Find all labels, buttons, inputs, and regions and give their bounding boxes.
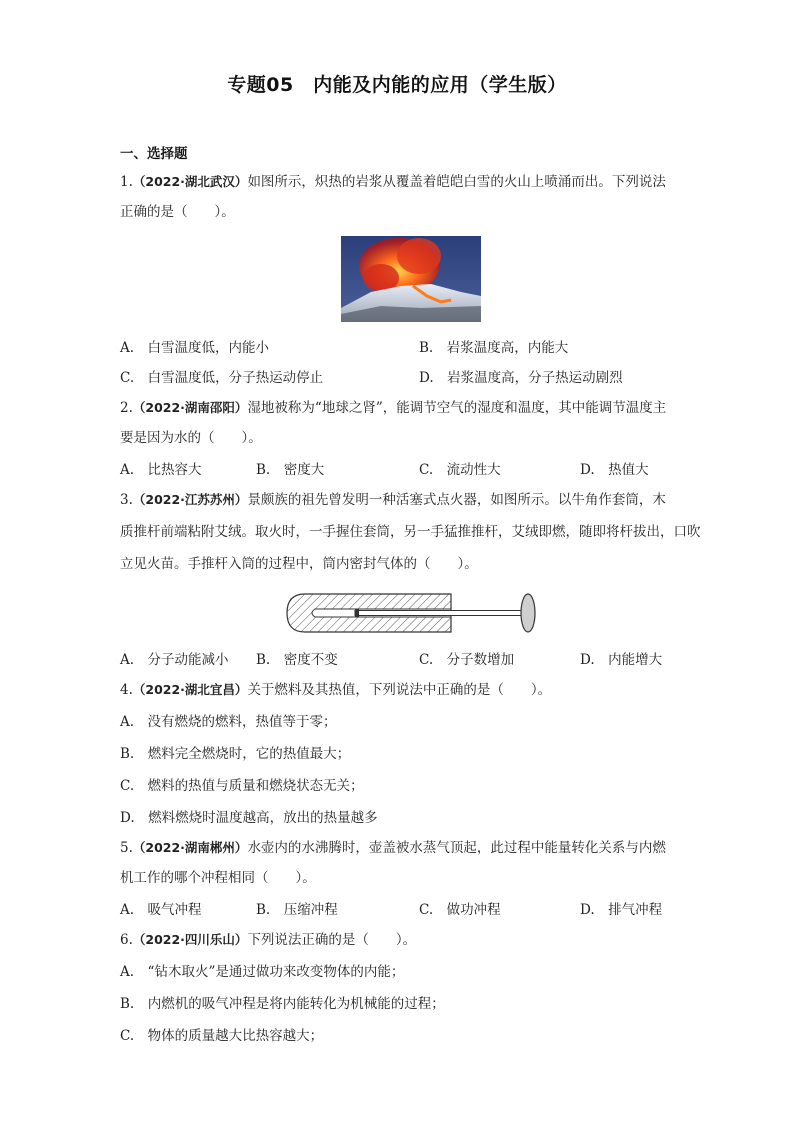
question-source: （2022·湖北宜昌） — [132, 682, 248, 697]
option-b: B. 岩浆温度高，内能大 — [419, 340, 569, 356]
option-b: B. 燃料完全燃烧时，它的热值最大； — [120, 746, 351, 762]
question-text: 关于燃料及其热值，下列说法中正确的是（ ）。 — [247, 682, 552, 698]
question-3-line-3: 立见火苗。手推杆入筒的过程中，筒内密封气体的（ ）。 — [120, 556, 478, 572]
question-6-line-1 — [120, 930, 416, 950]
page-title: 专题05 内能及内能的应用（学生版） — [227, 74, 567, 96]
option-a: A. “钻木取火”是通过做功来改变物体的内能； — [120, 964, 405, 980]
question-number: 6. — [120, 932, 133, 948]
question-1-line-1 — [120, 172, 666, 192]
option-b: B. 压缩冲程 — [256, 902, 338, 918]
section-heading: 一、选择题 — [120, 146, 188, 162]
question-number: 3. — [120, 492, 133, 508]
question-number: 4. — [120, 682, 133, 698]
question-1-line-2: 正确的是（ ）。 — [120, 204, 235, 220]
question-2-line-1 — [120, 398, 666, 418]
question-number: 5. — [120, 840, 133, 856]
option-a: A. 白雪温度低，内能小 — [120, 340, 270, 356]
question-4-line-1 — [120, 680, 551, 700]
option-a: A. 分子动能减小 — [120, 652, 229, 668]
option-a: A. 没有燃烧的燃料，热值等于零； — [120, 714, 337, 730]
question-source: （2022·湖南邵阳） — [132, 400, 248, 415]
option-c: C. 分子数增加 — [419, 652, 515, 668]
question-2-line-2: 要是因为水的（ ）。 — [120, 430, 262, 446]
question-text: 下列说法正确的是（ ）。 — [247, 932, 417, 948]
question-3-line-2: 质推杆前端粘附艾绒。取火时，一手握住套筒，另一手猛推推杆，艾绒即燃，随即将杆拔出，口吹 — [120, 524, 701, 540]
question-source: （2022·江苏苏州） — [132, 492, 248, 507]
option-c: C. 流动性大 — [419, 462, 501, 478]
question-number: 2. — [120, 400, 133, 416]
option-b: B. 密度不变 — [256, 652, 338, 668]
question-source: （2022·湖北武汉） — [132, 174, 248, 189]
question-text: 水壶内的水沸腾时，壶盖被水蒸气顶起，此过程中能量转化关系与内燃 — [247, 840, 666, 856]
option-c: C. 做功冲程 — [419, 902, 501, 918]
question-5-line-1 — [120, 838, 666, 858]
question-number: 1. — [120, 174, 133, 190]
option-c: C. 燃料的热值与质量和燃烧状态无关； — [120, 778, 364, 794]
question-text: 如图所示，炽热的岩浆从覆盖着皑皑白雪的火山上喷涌而出。下列说法 — [247, 174, 666, 190]
option-c: C. 物体的质量越大比热容越大； — [120, 1028, 324, 1044]
question-5-line-2: 机工作的哪个冲程相同（ ）。 — [120, 870, 316, 886]
question-3-line-1 — [120, 490, 666, 510]
option-d: D. 内能增大 — [580, 652, 663, 668]
option-d: D. 燃料燃烧时温度越高，放出的热量越多 — [120, 810, 378, 826]
piston-igniter-diagram — [285, 588, 541, 638]
option-d: D. 热值大 — [580, 462, 649, 478]
option-b: B. 密度大 — [256, 462, 325, 478]
option-a: A. 比热容大 — [120, 462, 202, 478]
question-text: 湿地被称为“地球之肾”，能调节空气的湿度和温度，其中能调节温度主 — [247, 400, 667, 416]
option-c: C. 白雪温度低，分子热运动停止 — [120, 370, 324, 386]
option-d: D. 岩浆温度高，分子热运动剧烈 — [419, 370, 623, 386]
option-b: B. 内燃机的吸气冲程是将内能转化为机械能的过程； — [120, 996, 445, 1012]
option-d: D. 排气冲程 — [580, 902, 663, 918]
volcano-image — [341, 236, 481, 322]
question-text: 景颇族的祖先曾发明一种活塞式点火器，如图所示。以牛角作套筒，木 — [247, 492, 666, 508]
question-source: （2022·四川乐山） — [132, 932, 248, 947]
option-a: A. 吸气冲程 — [120, 902, 202, 918]
question-source: （2022·湖南郴州） — [132, 840, 248, 855]
